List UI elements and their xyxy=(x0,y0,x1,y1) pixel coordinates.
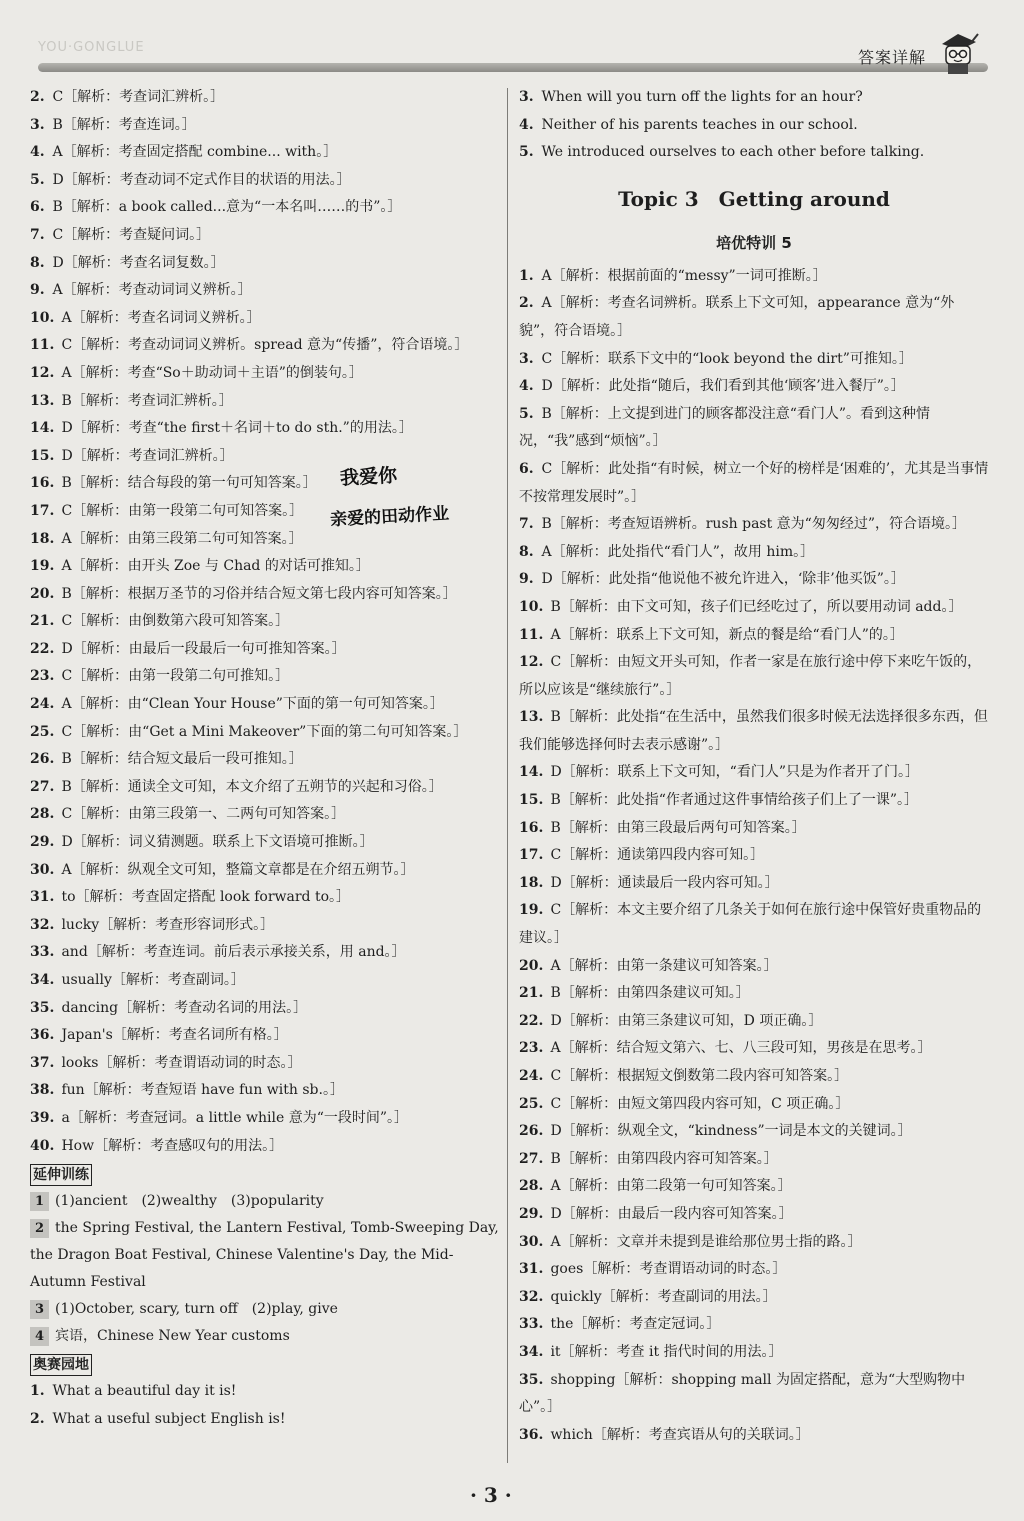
answer-item xyxy=(519,511,989,539)
answer-item xyxy=(30,1105,500,1133)
answer-item xyxy=(519,980,989,1008)
answer-text: C［解析：考查动词词义辨析。spread 意为“传播”，符合语境。］ xyxy=(61,337,469,354)
extension-number: 2 xyxy=(30,1219,49,1238)
answer-number: 16. xyxy=(30,475,55,492)
answer-item xyxy=(30,526,500,554)
answer-number: 4. xyxy=(519,116,534,133)
answer-number: 24. xyxy=(30,696,55,713)
answer-text: B［解析：a book called...意为“一本名叫……的书”。］ xyxy=(52,199,402,216)
answer-number: 21. xyxy=(519,985,544,1002)
answer-number: 33. xyxy=(519,1316,544,1333)
answer-number: 3. xyxy=(519,350,534,367)
answer-text: What a useful subject English is! xyxy=(52,1410,286,1427)
answer-number: 3. xyxy=(519,89,534,105)
answer-text: We introduced ourselves to each other before talking. xyxy=(541,144,925,161)
answer-item xyxy=(30,222,500,250)
answer-text: which［解析：考查宾语从句的关联词。］ xyxy=(550,1426,810,1443)
answer-text: dancing［解析：考查动名词的用法。］ xyxy=(61,999,308,1016)
answer-item xyxy=(30,415,500,443)
answer-text: B［解析：结合每段的第一句可知答案。］ xyxy=(61,475,317,492)
answer-item xyxy=(519,1201,989,1229)
answer-text: A［解析：根据前面的“messy”一词可推断。］ xyxy=(541,267,827,284)
answer-number: 11. xyxy=(519,626,544,643)
olympiad-list xyxy=(30,1378,500,1433)
answer-text: D［解析：考查“the first＋名词＋to do sth.”的用法。］ xyxy=(61,420,413,437)
answer-text: D［解析：考查词汇辨析。］ xyxy=(61,447,234,464)
answer-text: A［解析：由第二段第一句可知答案。］ xyxy=(550,1178,792,1195)
olympiad-label: 奥赛园地 xyxy=(30,1354,92,1376)
extension-item xyxy=(30,1296,500,1323)
mascot-icon xyxy=(936,30,980,76)
answer-item xyxy=(30,167,500,195)
answer-text: C［解析：根据短文倒数第二段内容可知答案。］ xyxy=(550,1068,849,1084)
answer-item xyxy=(30,691,500,719)
answer-number: 25. xyxy=(30,723,55,740)
answer-text: looks［解析：考查谓语动词的时态。］ xyxy=(61,1054,302,1071)
answer-number: 28. xyxy=(519,1178,544,1195)
answer-item xyxy=(30,663,500,691)
answer-text: C［解析：由短文第四段内容可知，C 项正确。］ xyxy=(550,1095,850,1112)
extension-text: (1)October, scary, turn off (2)play, give xyxy=(55,1301,338,1318)
answer-text: B［解析：由第四条建议可知。］ xyxy=(550,985,750,1002)
answer-item xyxy=(519,1339,989,1367)
answer-item xyxy=(519,897,989,952)
answer-text: shopping［解析：shopping mall 为固定搭配，意为“大型购物中心”。］ xyxy=(519,1371,966,1416)
answer-number: 23. xyxy=(519,1040,544,1057)
answer-number: 15. xyxy=(519,792,544,809)
answer-item xyxy=(519,566,989,594)
answer-item xyxy=(30,194,500,222)
answer-text: C［解析：由倒数第六段可知答案。］ xyxy=(61,613,290,630)
answer-item xyxy=(30,995,500,1023)
answer-number: 13. xyxy=(30,392,55,409)
answer-number: 29. xyxy=(519,1205,544,1222)
answer-number: 2. xyxy=(30,89,45,105)
answer-number: 10. xyxy=(519,598,544,615)
answer-text: A［解析：由开头 Zoe 与 Chad 的对话可推知。］ xyxy=(61,558,370,575)
answer-text: How［解析：考查感叹句的用法。］ xyxy=(61,1137,284,1154)
answer-number: 8. xyxy=(30,254,45,271)
answer-number: 36. xyxy=(30,1027,55,1044)
answer-text: goes［解析：考查谓语动词的时态。］ xyxy=(550,1261,787,1278)
answer-number: 32. xyxy=(30,916,55,933)
answer-item xyxy=(30,774,500,802)
answer-text: When will you turn off the lights for an hour? xyxy=(541,89,863,105)
answer-number: 9. xyxy=(30,282,45,299)
extension-list xyxy=(30,1188,500,1350)
answer-number: 22. xyxy=(30,640,55,657)
extension-number: 1 xyxy=(30,1192,49,1211)
extension-text: the Spring Festival, the Lantern Festival, Tomb-Sweeping Day, the Dragon Boat Festival, Chinese Valentine's Day, the Mid-Autumn Festival xyxy=(30,1220,499,1291)
answer-text: D［解析：通读最后一段内容可知。］ xyxy=(550,874,779,891)
answer-item xyxy=(519,594,989,622)
answer-text: B［解析：结合短文最后一段可推知。］ xyxy=(61,751,303,768)
answer-text: C［解析：由“Get a Mini Makeover”下面的第二句可知答案。］ xyxy=(61,723,468,740)
answer-text: the［解析：考查定冠词。］ xyxy=(550,1316,721,1333)
answer-text: Japan's［解析：考查名词所有格。］ xyxy=(61,1027,288,1044)
answer-number: 27. xyxy=(519,1150,544,1167)
answer-number: 36. xyxy=(519,1426,544,1443)
answer-number: 13. xyxy=(519,709,544,726)
answer-item xyxy=(519,815,989,843)
answer-item xyxy=(519,870,989,898)
answer-number: 20. xyxy=(519,957,544,974)
answer-text: usually［解析：考查副词。］ xyxy=(61,972,245,988)
answer-text: B［解析：考查词汇辨析。］ xyxy=(61,392,233,409)
answer-text: C［解析：由短文开头可知，作者一家是在旅行途中停下来吃午饭的，所以应该是“继续旅行”。］ xyxy=(519,654,982,698)
answer-item xyxy=(519,1063,989,1091)
answer-number: 38. xyxy=(30,1082,55,1099)
answer-number: 18. xyxy=(30,530,55,547)
brand-watermark: YOU·GONGLUE xyxy=(38,40,145,55)
answer-item xyxy=(519,112,989,140)
extension-number: 3 xyxy=(30,1300,49,1319)
answer-text: A［解析：考查名词辨析。联系上下文可知，appearance 意为“外貌”，符合语境。］ xyxy=(519,295,955,339)
extension-item xyxy=(30,1188,500,1215)
answer-text: B［解析：由下文可知，孩子们已经吃过了，所以要用动词 add。］ xyxy=(550,598,963,615)
answer-text: C［解析：此处指“有时候，树立一个好的榜样是‘困难的’，尤其是当事情不按常理发展时”。］ xyxy=(519,460,989,505)
answer-item xyxy=(30,884,500,912)
answer-number: 14. xyxy=(30,420,55,437)
answer-number: 12. xyxy=(30,364,55,381)
answer-item xyxy=(30,1022,500,1050)
answer-number: 12. xyxy=(519,654,544,671)
answer-text: B［解析：考查连词。］ xyxy=(52,116,196,133)
answer-number: 17. xyxy=(519,847,544,864)
answer-text: C［解析：由第一段第二句可推知。］ xyxy=(61,668,290,685)
answer-number: 22. xyxy=(519,1012,544,1029)
answer-number: 34. xyxy=(519,1343,544,1360)
extension-text: (1)ancient (2)wealthy (3)popularity xyxy=(55,1193,324,1210)
handwritten-note-2: 亲爱的田动作业 xyxy=(329,503,450,531)
extension-text: 宾语，Chinese New Year customs xyxy=(55,1328,290,1345)
answer-number: 26. xyxy=(30,751,55,768)
answer-text: A［解析：考查动词词义辨析。］ xyxy=(52,282,252,299)
answer-item xyxy=(30,1077,500,1105)
answer-number: 27. xyxy=(30,778,55,795)
answer-text: B［解析：通读全文可知，本文介绍了五朔节的兴起和习俗。］ xyxy=(61,778,443,795)
answer-number: 28. xyxy=(30,806,55,823)
answer-text: C［解析：由第一段第二句可知答案。］ xyxy=(61,502,304,519)
extension-label: 延伸训练 xyxy=(30,1164,92,1186)
answer-number: 19. xyxy=(30,558,55,575)
answer-item xyxy=(30,360,500,388)
answer-number: 19. xyxy=(519,902,544,919)
answer-text: D［解析：由最后一段内容可知答案。］ xyxy=(550,1205,793,1222)
answer-number: 35. xyxy=(519,1371,544,1388)
answer-item xyxy=(519,953,989,981)
header-bar xyxy=(38,63,988,72)
answer-number: 20. xyxy=(30,585,55,602)
answer-number: 25. xyxy=(519,1095,544,1112)
header-title: 答案详解 xyxy=(858,48,927,67)
answer-item xyxy=(30,1378,500,1406)
answer-item xyxy=(519,1311,989,1339)
answer-item xyxy=(30,470,500,498)
answer-item xyxy=(519,787,989,815)
answer-number: 30. xyxy=(519,1233,544,1250)
answer-number: 10. xyxy=(30,309,55,326)
answer-number: 39. xyxy=(30,1109,55,1126)
answer-item xyxy=(30,746,500,774)
answer-number: 3. xyxy=(30,116,45,133)
answer-text: quickly［解析：考查副词的用法。］ xyxy=(550,1288,777,1305)
answer-number: 17. xyxy=(30,502,55,519)
answer-item xyxy=(519,842,989,870)
answer-item xyxy=(519,263,989,291)
answer-text: fun［解析：考查短语 have fun with sb.。］ xyxy=(61,1082,344,1099)
answer-number: 4. xyxy=(519,378,534,395)
answer-number: 2. xyxy=(519,295,534,312)
answer-item xyxy=(519,1422,989,1450)
answer-number: 6. xyxy=(519,460,534,477)
answer-number: 34. xyxy=(30,972,55,988)
answer-text: A［解析：由第一条建议可知答案。］ xyxy=(550,957,778,974)
answer-number: 5. xyxy=(519,405,534,422)
answer-item xyxy=(519,139,989,167)
topic-title: Topic 3 Getting around xyxy=(618,186,890,211)
answer-text: D［解析：纵观全文，“kindness”一词是本文的关键词。］ xyxy=(550,1123,912,1140)
page-number: · 3 · xyxy=(470,1483,512,1507)
answer-item xyxy=(30,498,500,526)
answer-text: B［解析：由第三段最后两句可知答案。］ xyxy=(550,819,806,836)
answer-number: 18. xyxy=(519,874,544,891)
answer-item xyxy=(30,1406,500,1434)
answer-item xyxy=(30,388,500,416)
answer-item xyxy=(30,84,500,112)
answer-text: D［解析：考查名词复数。］ xyxy=(52,254,225,271)
answer-number: 7. xyxy=(30,226,45,243)
answer-item xyxy=(519,1229,989,1257)
answer-text: C［解析：本文主要介绍了几条关于如何在旅行途中保管好贵重物品的建议。］ xyxy=(519,902,982,947)
answer-item xyxy=(30,801,500,829)
answer-text: A［解析：文章并未提到是谁给那位男士指的路。］ xyxy=(550,1233,862,1250)
answer-item xyxy=(30,581,500,609)
answer-item xyxy=(519,1146,989,1174)
answer-number: 30. xyxy=(30,861,55,878)
answer-item xyxy=(519,456,989,511)
answer-item xyxy=(30,857,500,885)
answer-text: C［解析：通读第四段内容可知。］ xyxy=(550,847,765,864)
answer-item xyxy=(519,1008,989,1036)
answer-number: 5. xyxy=(30,171,45,188)
answer-number: 21. xyxy=(30,613,55,630)
left-answer-list xyxy=(30,84,500,1160)
answer-item xyxy=(519,290,989,345)
answer-text: What a beautiful day it is! xyxy=(52,1383,237,1400)
answer-text: B［解析：此处指“作者通过这件事情给孩子们上了一课”。］ xyxy=(550,792,919,809)
answer-item xyxy=(519,1118,989,1146)
extension-item xyxy=(30,1215,500,1296)
answer-text: A［解析：结合短文第六、七、八三段可知，男孩是在思考。］ xyxy=(550,1040,932,1057)
answer-number: 5. xyxy=(519,144,534,161)
answer-item xyxy=(519,759,989,787)
answer-item xyxy=(30,553,500,581)
answer-item xyxy=(519,84,989,112)
answer-text: B［解析：考查短语辨析。rush past 意为“匆匆经过”，符合语境。］ xyxy=(541,516,966,533)
answer-number: 6. xyxy=(30,199,45,216)
answer-item xyxy=(519,346,989,374)
answer-number: 23. xyxy=(30,668,55,685)
answer-item xyxy=(519,1173,989,1201)
answer-text: A［解析：考查名词词义辨析。］ xyxy=(61,309,261,326)
answer-text: D［解析：考查动词不定式作目的状语的用法。］ xyxy=(52,171,351,188)
answer-item xyxy=(30,636,500,664)
answer-number: 40. xyxy=(30,1137,55,1154)
answer-item xyxy=(519,704,989,759)
answer-text: lucky［解析：考查形容词形式。］ xyxy=(61,916,275,933)
answer-item xyxy=(30,912,500,940)
answer-text: C［解析：由第三段第一、二两句可知答案。］ xyxy=(61,806,346,823)
answer-text: a［解析：考查冠词。a little while 意为“一段时间”。］ xyxy=(61,1109,409,1126)
answer-text: D［解析：此处指“他说他不被允许进入，‘除非’他买饭”。］ xyxy=(541,571,905,588)
answer-text: it［解析：考查 it 指代时间的用法。］ xyxy=(550,1343,783,1360)
answer-item xyxy=(519,1035,989,1063)
answer-number: 37. xyxy=(30,1054,55,1071)
answer-number: 1. xyxy=(30,1383,45,1400)
answer-text: B［解析：根据万圣节的习俗并结合短文第七段内容可知答案。］ xyxy=(61,585,457,602)
answer-item xyxy=(30,829,500,857)
answer-text: D［解析：由第三条建议可知，D 项正确。］ xyxy=(550,1012,823,1029)
answer-number: 32. xyxy=(519,1288,544,1305)
answer-text: A［解析：考查“So＋助动词＋主语”的倒装句。］ xyxy=(61,364,363,381)
answer-text: Neither of his parents teaches in our school. xyxy=(541,116,858,133)
section-title: 培优特训 5 xyxy=(716,233,792,252)
answer-item xyxy=(519,622,989,650)
answer-number: 26. xyxy=(519,1123,544,1140)
answer-item xyxy=(30,250,500,278)
answer-item xyxy=(30,332,500,360)
right-answer-list xyxy=(519,263,989,1450)
left-column xyxy=(30,84,500,1433)
answer-item xyxy=(30,1050,500,1078)
answer-number: 7. xyxy=(519,516,534,533)
answer-number: 11. xyxy=(30,337,55,354)
extension-number: 4 xyxy=(30,1327,49,1346)
answer-item xyxy=(30,305,500,333)
answer-item xyxy=(30,443,500,471)
handwritten-note-1: 我爱你 xyxy=(339,464,398,490)
answer-item xyxy=(30,719,500,747)
answer-item xyxy=(519,649,989,704)
answer-item xyxy=(519,1091,989,1119)
answer-number: 14. xyxy=(519,764,544,781)
answer-text: to［解析：考查固定搭配 look forward to。］ xyxy=(61,889,351,906)
answer-text: A［解析：此处指代“看门人”，故用 him。］ xyxy=(541,543,815,560)
answer-item xyxy=(30,139,500,167)
answer-text: D［解析：联系上下文可知，“看门人”只是为作者开了门。］ xyxy=(550,764,919,781)
answer-number: 31. xyxy=(519,1261,544,1278)
answer-item xyxy=(519,1284,989,1312)
answer-text: A［解析：纵观全文可知，整篇文章都是在介绍五朔节。］ xyxy=(61,861,415,878)
answer-text: and［解析：考查连词。前后表示承接关系，用 and。］ xyxy=(61,944,406,961)
answer-item xyxy=(30,1133,500,1161)
answer-text: D［解析：词义猜测题。联系上下文语境可推断。］ xyxy=(61,834,374,851)
answer-text: B［解析：此处指“在生活中，虽然我们很多时候无法选择很多东西，但我们能够选择何时去表示感谢”。］ xyxy=(519,709,988,753)
answer-item xyxy=(30,277,500,305)
answer-text: A［解析：由“Clean Your House”下面的第一句可知答案。］ xyxy=(61,696,444,713)
answer-number: 16. xyxy=(519,819,544,836)
answer-number: 2. xyxy=(30,1410,45,1427)
answer-number: 33. xyxy=(30,944,55,961)
answer-number: 4. xyxy=(30,144,45,161)
column-divider xyxy=(507,88,508,1463)
answer-text: D［解析：由最后一段最后一句可推知答案。］ xyxy=(61,640,346,657)
answer-number: 31. xyxy=(30,889,55,906)
answer-number: 29. xyxy=(30,834,55,851)
right-top-answers xyxy=(519,84,989,167)
answer-number: 35. xyxy=(30,999,55,1016)
answer-item xyxy=(519,539,989,567)
answer-item xyxy=(30,608,500,636)
answer-number: 9. xyxy=(519,571,534,588)
answer-item xyxy=(30,939,500,967)
answer-text: B［解析：上文提到进门的顾客都没注意“看门人”。看到这种情况，“我”感到“烦恼”。］ xyxy=(519,405,931,450)
answer-text: A［解析：由第三段第二句可知答案。］ xyxy=(61,530,303,547)
answer-item xyxy=(519,401,989,456)
answer-text: D［解析：此处指“随后，我们看到其他‘顾客’进入餐厅”。］ xyxy=(541,378,905,395)
answer-item xyxy=(519,1256,989,1284)
right-column xyxy=(519,84,989,1449)
answer-item xyxy=(519,373,989,401)
answer-number: 15. xyxy=(30,447,55,464)
answer-number: 24. xyxy=(519,1068,544,1084)
answer-item xyxy=(30,967,500,995)
answer-text: C［解析：联系下文中的“look beyond the dirt”可推知。］ xyxy=(541,350,913,367)
answer-text: A［解析：联系上下文可知，新点的餐是给“看门人”的。］ xyxy=(550,626,904,643)
answer-item xyxy=(30,112,500,140)
extension-item xyxy=(30,1323,500,1350)
answer-number: 8. xyxy=(519,543,534,560)
answer-text: B［解析：由第四段内容可知答案。］ xyxy=(550,1150,778,1167)
answer-number: 1. xyxy=(519,267,534,284)
answer-text: C［解析：考查词汇辨析。］ xyxy=(52,89,225,105)
answer-text: A［解析：考查固定搭配 combine... with。］ xyxy=(52,144,338,161)
answer-item xyxy=(519,1367,989,1422)
answer-text: C［解析：考查疑问词。］ xyxy=(52,226,211,243)
